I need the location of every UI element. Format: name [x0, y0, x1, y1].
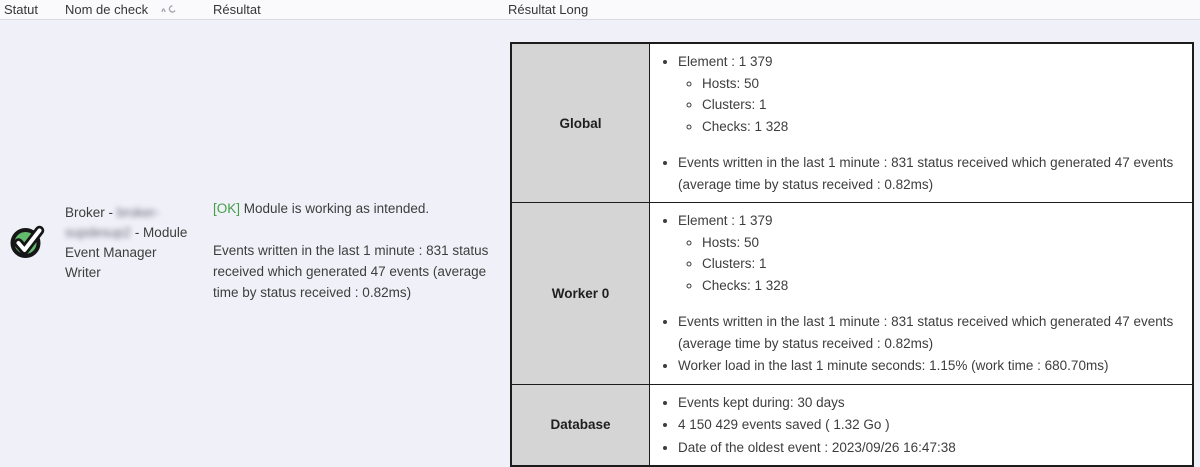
redacted-hostname-part2: supdesup2 [65, 225, 132, 240]
result-long-section-row [511, 384, 1193, 466]
section-label: Global [511, 43, 650, 203]
cursor-artifact [160, 0, 178, 8]
result-long-item: • Date of the oldest event : 2023/09/26 16:47:38 [678, 437, 1182, 459]
result-long-subitem: ◦ Clusters: 1 [702, 94, 1182, 116]
section-label: Database [511, 384, 650, 466]
result-long-subitem: ◦ Checks: 1 328 [702, 116, 1182, 138]
result-long-section-row [511, 203, 1193, 385]
result-long-cell [510, 42, 1194, 467]
check-name-line4: Writer [65, 265, 101, 280]
check-name-cell [65, 203, 207, 283]
check-name-prefix: Broker - [65, 205, 117, 220]
check-name-line3: Event Manager [65, 245, 157, 260]
result-long-subitem: ◦ Hosts: 50 [702, 232, 1182, 254]
result-long-item: • Element : 1 379 ◦ Hosts: 50 ◦ Clusters: 1 ◦ Checks: 1 328 [678, 210, 1182, 296]
result-long-subitem: ◦ Clusters: 1 [702, 253, 1182, 275]
section-content [650, 203, 1194, 385]
table-header-row [0, 0, 1200, 20]
column-header-nom-de-check[interactable]: Nom de check [65, 2, 149, 17]
column-header-statut[interactable]: Statut [4, 2, 38, 17]
section-label: Worker 0 [511, 203, 650, 385]
result-status-text: Module is working as intended. [240, 201, 430, 216]
service-status-table-row[interactable] [0, 20, 1200, 455]
column-header-resultat[interactable]: Résultat [213, 2, 261, 17]
result-long-item: • 4 150 429 events saved ( 1.32 Go ) [678, 414, 1182, 436]
ok-status-tag: [OK] [213, 201, 241, 216]
result-long-item: • Events written in the last 1 minute : 831 status received which generated 47 events (average time by status received : 0.82ms) [678, 311, 1182, 354]
result-long-section-row [511, 43, 1193, 203]
result-long-subitem: ◦ Hosts: 50 [702, 73, 1182, 95]
redacted-hostname-part1: broker- [116, 205, 160, 220]
check-name-suffix: - Module [131, 225, 188, 240]
result-long-subitem: ◦ Checks: 1 328 [702, 275, 1182, 297]
result-long-item: • Events written in the last 1 minute : 831 status received which generated 47 events (average time by status received : 0.82ms) [678, 152, 1182, 195]
section-content [650, 384, 1194, 466]
result-long-item: • Element : 1 379 ◦ Hosts: 50 ◦ Clusters: 1 ◦ Checks: 1 328 [678, 51, 1182, 137]
check-result-cell [213, 198, 509, 303]
result-long-table [510, 42, 1194, 467]
result-long-item: • Events kept during: 30 days [678, 392, 1182, 414]
result-status-line [213, 198, 509, 219]
result-long-item: • Worker load in the last 1 minute seconds: 1.15% (work time : 680.70ms) [678, 355, 1182, 377]
section-content [650, 43, 1194, 203]
result-summary-paragraph: Events written in the last 1 minute : 831 status received which generated 47 events (average time by status received : 0.82ms) [213, 243, 489, 300]
column-header-resultat-long[interactable]: Résultat Long [508, 2, 589, 17]
ok-check-circle-icon [8, 222, 48, 262]
